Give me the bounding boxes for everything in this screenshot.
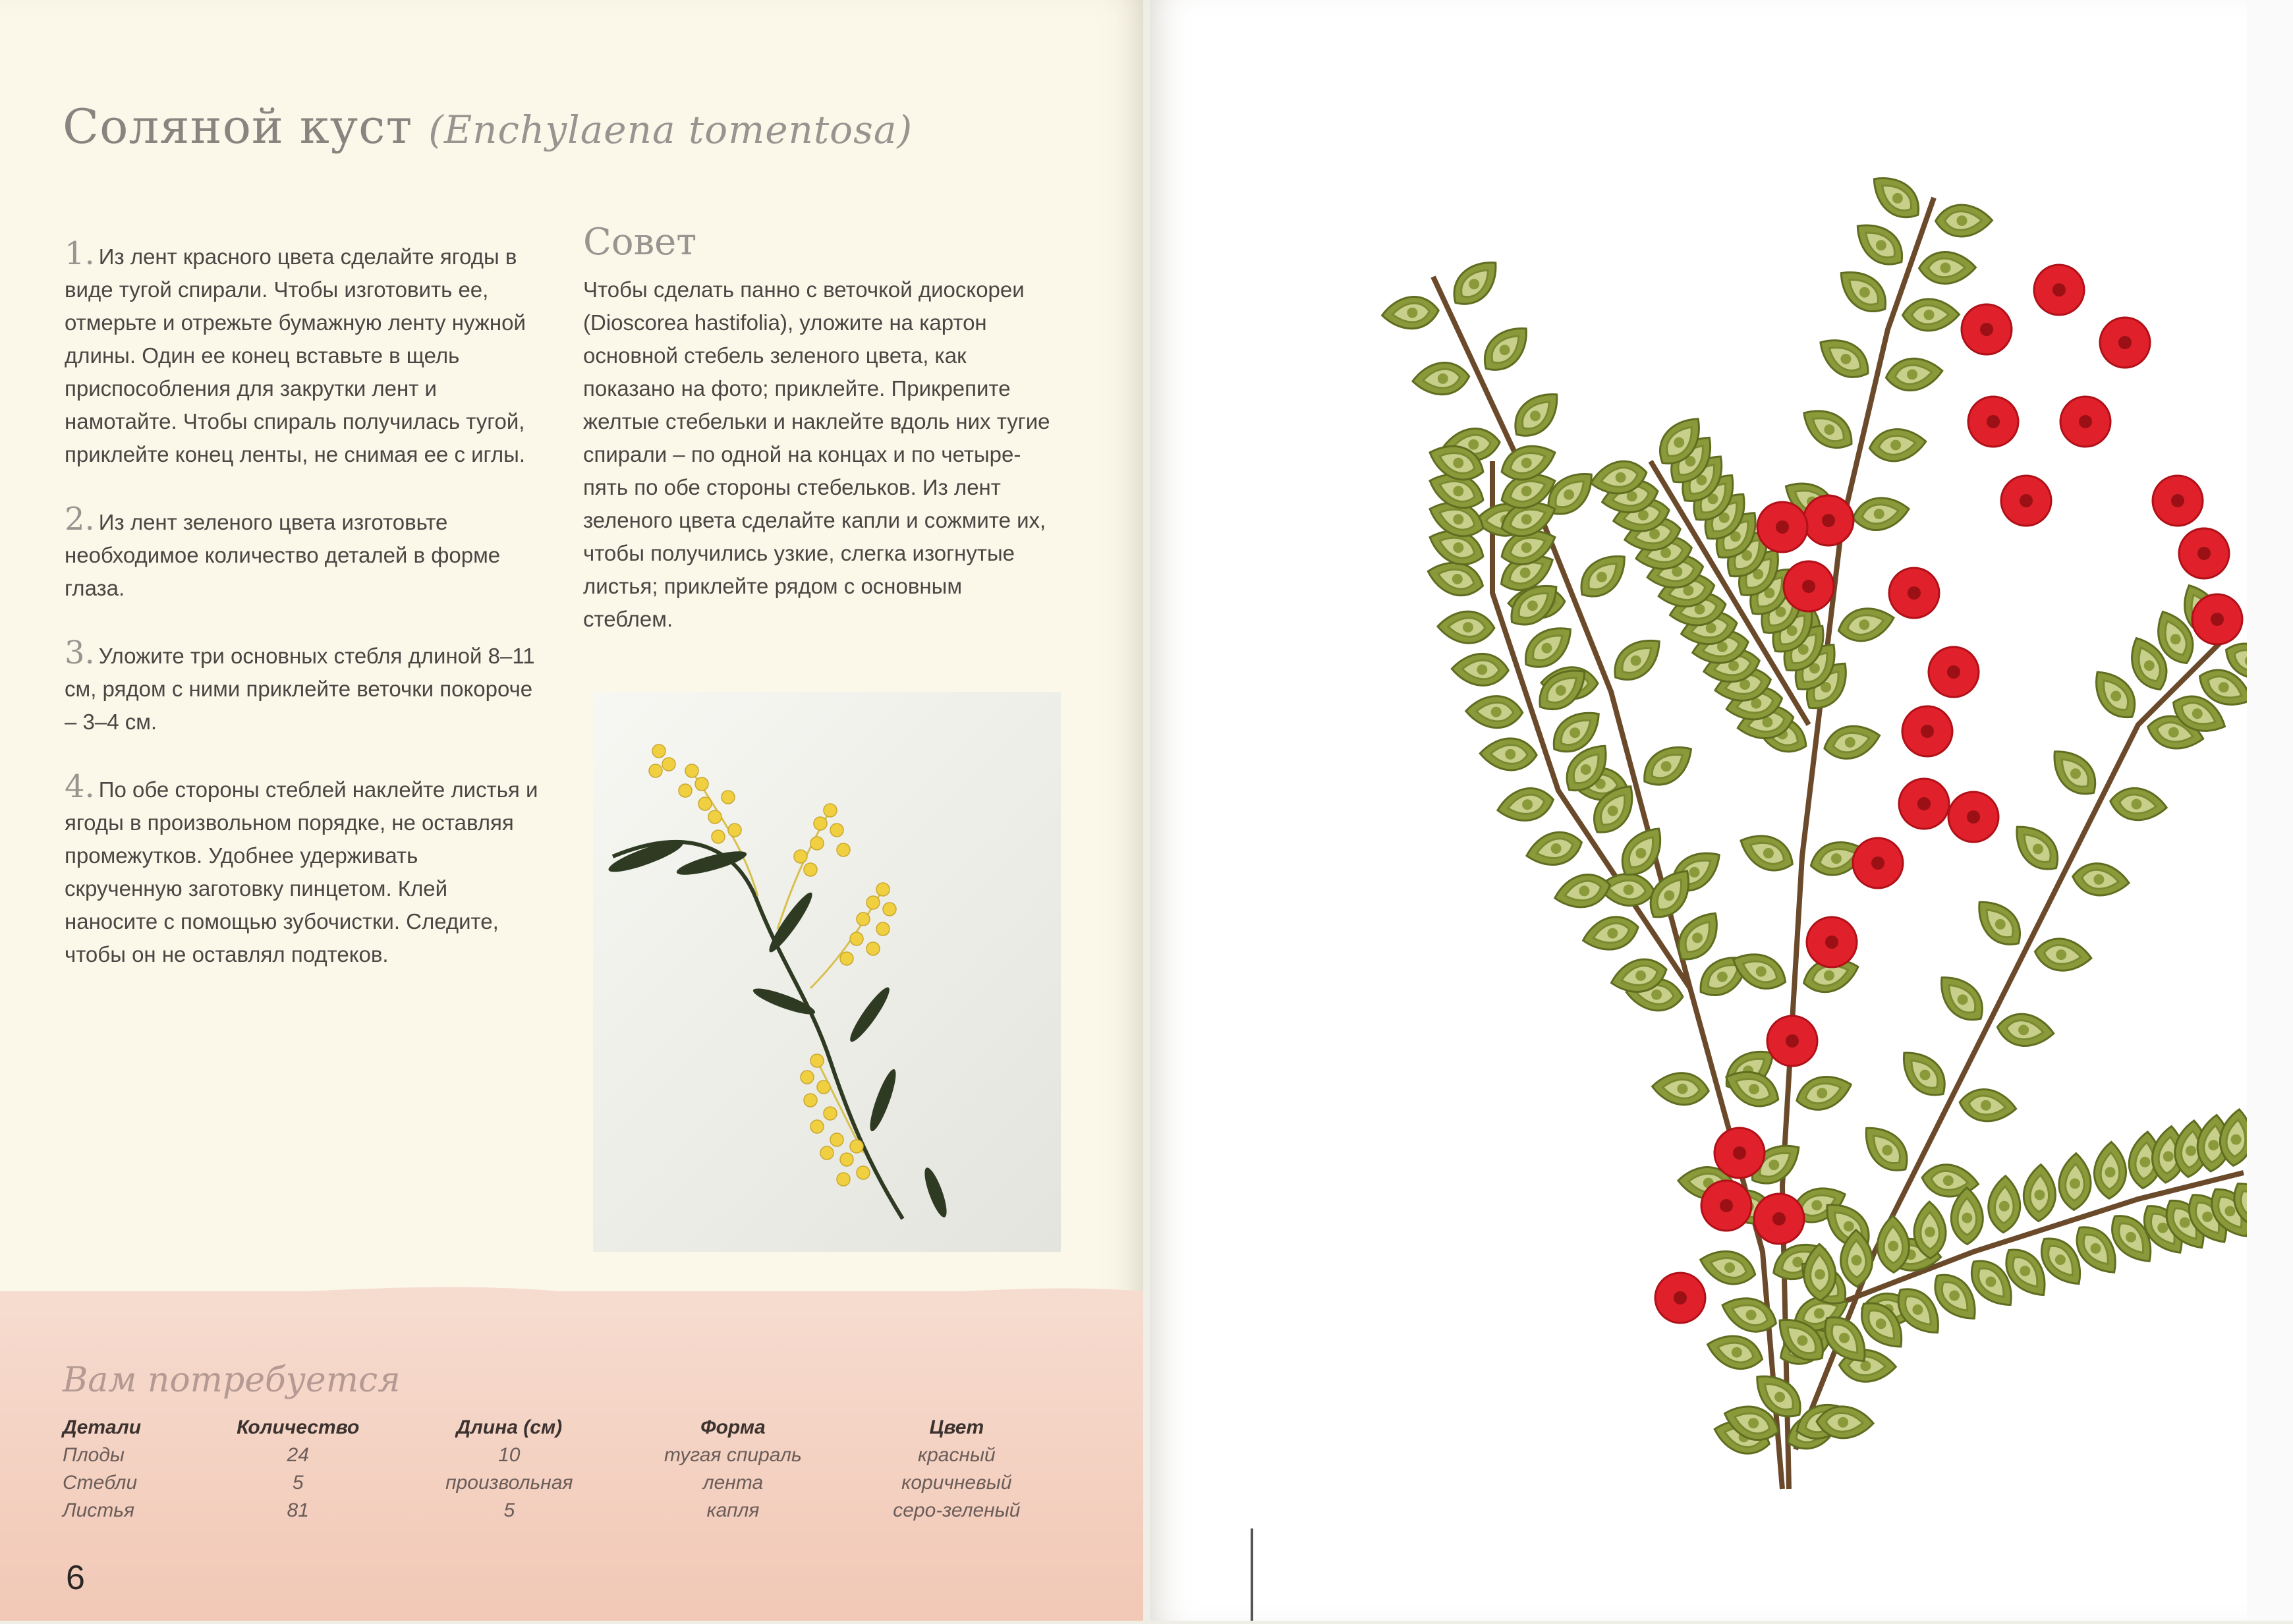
leaf bbox=[2058, 1153, 2091, 1211]
leaves bbox=[1381, 167, 2284, 1459]
leaf bbox=[1919, 252, 1976, 284]
leaf bbox=[2093, 1141, 2127, 1199]
table-cell: 10 bbox=[498, 1444, 521, 1466]
step-text: Из лент красного цвета сделайте ягоды в виде тугой спирали. Чтобы изготовить ее, отмерьте и отрежьте бумажную ленту нужной длины. Один ее конец вставьте в щель приспособления для закрутки лент и намотайте. Чтобы спираль получилась тугой, приклейте конец ленты, не снимая ее с иглы. bbox=[65, 244, 526, 466]
leaf bbox=[1465, 695, 1523, 728]
table-cell: коричневый bbox=[901, 1472, 1012, 1494]
berry bbox=[2060, 397, 2110, 447]
leaf bbox=[1696, 1245, 1759, 1290]
leaf bbox=[1931, 966, 1993, 1029]
berry bbox=[1784, 561, 1834, 611]
column-header: Детали bbox=[63, 1416, 142, 1438]
leaf bbox=[1792, 1069, 1855, 1116]
berry bbox=[2100, 318, 2150, 368]
leaf bbox=[1935, 204, 1993, 237]
leaf bbox=[1831, 261, 1895, 322]
leaf bbox=[1475, 318, 1537, 380]
leaf bbox=[1958, 1086, 2018, 1125]
table-cell: Плоды bbox=[63, 1444, 125, 1466]
leaf bbox=[1734, 826, 1799, 878]
step-text: Уложите три основных стебля длиной 8–11 см, рядом с ними приклейте веточки покороче – 3–4 см. bbox=[65, 644, 535, 734]
berry bbox=[1962, 304, 2012, 354]
leaf bbox=[1796, 400, 1860, 457]
step-3 bbox=[65, 636, 539, 739]
berry bbox=[1767, 1016, 1817, 1066]
leaf bbox=[1635, 736, 1700, 795]
leaf bbox=[1506, 383, 1568, 446]
saltbush-quilling-photo bbox=[1150, 0, 2293, 1621]
berry bbox=[1701, 1181, 1751, 1231]
table-row bbox=[63, 1443, 1064, 1470]
berry bbox=[1968, 397, 2018, 447]
berry bbox=[1757, 502, 1807, 552]
leaf bbox=[1494, 784, 1556, 826]
column-header: Длина (см) bbox=[456, 1416, 563, 1438]
table-cell: Стебли bbox=[63, 1472, 138, 1494]
step-4 bbox=[65, 770, 539, 971]
berry bbox=[1902, 706, 1952, 756]
leaf bbox=[1812, 329, 1877, 387]
materials-table bbox=[63, 1416, 1064, 1526]
leaf bbox=[1855, 1117, 1917, 1180]
step-number: 4. bbox=[65, 768, 95, 805]
leaf bbox=[1892, 1042, 1954, 1105]
berry bbox=[2179, 528, 2229, 578]
materials-title: Вам потребуется bbox=[63, 1360, 401, 1400]
berry bbox=[1929, 647, 1979, 697]
mimosa-illustration bbox=[593, 692, 1061, 1252]
berry bbox=[1803, 495, 1854, 546]
leaf bbox=[1884, 355, 1944, 393]
leaf bbox=[1605, 629, 1669, 690]
leaf bbox=[1579, 912, 1642, 956]
leaf bbox=[1987, 1175, 2021, 1233]
leaf bbox=[2023, 1164, 2056, 1222]
leaf bbox=[1703, 1329, 1767, 1374]
step-1 bbox=[65, 237, 539, 471]
table-cell: 24 bbox=[287, 1444, 309, 1466]
leaf bbox=[1480, 738, 1537, 771]
berry bbox=[1655, 1273, 1705, 1323]
column-header: Количество bbox=[237, 1416, 360, 1438]
step-text: По обе стороны стеблей наклейте листья и ягоды в произвольном порядке, не оставляя промежутков. Удобнее удерживать скрученную заготовку пинцетом. Клей наносите с помощью зубочистки. Следите, чтобы он не оставлял подтеков. bbox=[65, 777, 538, 966]
step-number: 2. bbox=[65, 501, 95, 538]
leaf bbox=[2109, 785, 2168, 824]
step-text: Из лент зеленого цвета изготовьте необходимое количество деталей в форме глаза. bbox=[65, 510, 501, 600]
leaf bbox=[1835, 602, 1898, 646]
berry bbox=[1899, 779, 1949, 829]
table-cell: 5 bbox=[503, 1499, 515, 1521]
table-cell: 81 bbox=[287, 1499, 309, 1521]
title-main: Соляной куст bbox=[63, 99, 413, 154]
berry bbox=[2153, 476, 2203, 526]
berry bbox=[1889, 568, 1939, 618]
berry bbox=[1714, 1128, 1765, 1178]
leaf bbox=[1551, 869, 1614, 913]
table-cell: серо-зеленый bbox=[893, 1499, 1021, 1521]
leaf bbox=[1868, 426, 1928, 464]
table-cell: 5 bbox=[292, 1472, 304, 1494]
leaf bbox=[1444, 252, 1507, 314]
table-cell: тугая спираль bbox=[664, 1444, 802, 1466]
table-cell: капля bbox=[706, 1499, 760, 1521]
berry bbox=[1948, 792, 1998, 842]
instruction-steps bbox=[65, 237, 539, 1003]
right-page bbox=[1150, 0, 2293, 1621]
leaf bbox=[1968, 891, 2030, 954]
leaf bbox=[1437, 611, 1494, 644]
leaf bbox=[1452, 653, 1509, 686]
leaf bbox=[1848, 214, 1911, 275]
leaf bbox=[1381, 294, 1440, 331]
table-cell: красный bbox=[917, 1444, 996, 1466]
table-cell: Листья bbox=[63, 1499, 135, 1521]
tip-text: Чтобы сделать панно с веточкой диоскореи (Dioscorea hastifolia), уложите на картон основной стебель зеленого цвета, как показано на фото; приклейте. Прикрепите желтые стебельки и наклейте вдоль них тугие спирали – по одной на концах и по четыре-пять по обе стороны стебельков. Из лент зеленого цвета сделайте капли и сожмите их, чтобы получились узкие, слегка изогнутые листья; приклейте рядом с основным стеблем. bbox=[583, 277, 1050, 631]
leaf bbox=[1902, 298, 1960, 331]
berry bbox=[2034, 265, 2084, 315]
table-row bbox=[63, 1470, 1064, 1498]
leaf bbox=[1850, 493, 1911, 534]
step-number: 1. bbox=[65, 235, 95, 272]
berry bbox=[1853, 838, 1903, 888]
leaf bbox=[1864, 167, 1928, 227]
berry bbox=[1754, 1194, 1804, 1244]
title-scientific: (Enchylaena tomentosa) bbox=[428, 107, 913, 152]
left-page bbox=[0, 0, 1143, 1621]
leaf bbox=[2033, 936, 2093, 974]
step-number: 3. bbox=[65, 634, 95, 671]
leaf bbox=[1821, 720, 1883, 764]
leaf bbox=[2006, 816, 2068, 879]
page-number: 6 bbox=[66, 1559, 85, 1597]
leaf bbox=[1996, 1011, 2056, 1050]
berry bbox=[1807, 917, 1857, 967]
table-header-row bbox=[63, 1416, 1064, 1443]
leaf bbox=[1523, 827, 1585, 871]
table-cell: лента bbox=[702, 1472, 764, 1494]
step-2 bbox=[65, 503, 539, 605]
page-title bbox=[63, 99, 913, 154]
berry bbox=[2192, 594, 2242, 644]
berry bbox=[2001, 476, 2051, 526]
table-cell: произвольная bbox=[445, 1472, 573, 1494]
tip-title: Совет bbox=[583, 221, 697, 264]
table-row bbox=[63, 1498, 1064, 1526]
leaf bbox=[2043, 741, 2105, 803]
leaf bbox=[1571, 545, 1635, 606]
leaf bbox=[1651, 1071, 1711, 1107]
leaf bbox=[1411, 360, 1471, 397]
leaf bbox=[2071, 860, 2131, 899]
column-header: Форма bbox=[700, 1416, 766, 1438]
mimosa-photo bbox=[593, 692, 1061, 1252]
column-header: Цвет bbox=[929, 1416, 984, 1438]
